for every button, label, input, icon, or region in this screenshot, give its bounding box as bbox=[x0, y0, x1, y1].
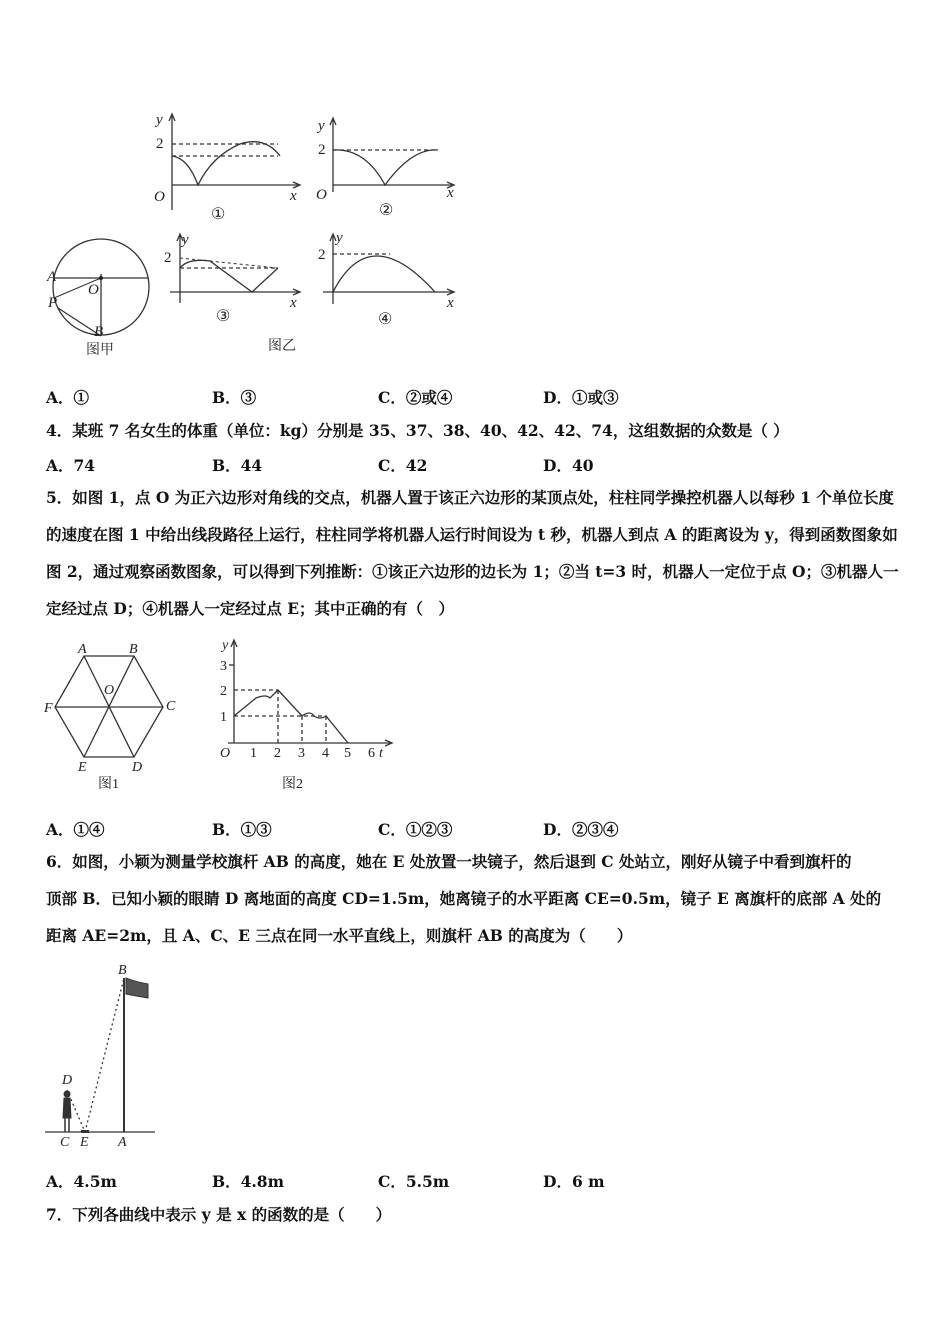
graph-x-tick-3: 3 bbox=[298, 746, 305, 761]
graph-4-x-label: x bbox=[447, 295, 454, 311]
hex-label-b: B bbox=[129, 642, 138, 657]
hex-label-d: D bbox=[132, 760, 143, 775]
graph-y-tick-3: 3 bbox=[220, 659, 227, 674]
q3-option-c[interactable]: C．②或④ bbox=[378, 388, 453, 407]
q6-option-c[interactable]: C．5.5m bbox=[378, 1172, 450, 1191]
q3-option-a[interactable]: A．① bbox=[46, 388, 90, 407]
graph-1-y-label: y bbox=[156, 112, 163, 128]
q3-figure-group bbox=[40, 108, 470, 368]
graph-t-label: t bbox=[379, 746, 383, 761]
graph-x-tick-4: 4 bbox=[322, 746, 329, 761]
circle-label-b: B bbox=[94, 324, 104, 340]
graph-3-tick-2: 2 bbox=[164, 250, 172, 266]
graph-1-x-label: x bbox=[290, 188, 297, 204]
graph-3-y-label: y bbox=[182, 232, 189, 248]
q6-line-3: 距离 AE=2m，且 A、C、E 三点在同一水平直线上，则旗杆 AB 的高度为（ ） bbox=[46, 926, 633, 945]
q6-line-1: 6．如图，小颖为测量学校旗杆 AB 的高度，她在 E 处放置一块镜子，然后退到 C 处站立，刚好从镜子中看到旗杆的 bbox=[46, 852, 852, 871]
q6-flagpole-figure bbox=[40, 960, 170, 1150]
q4-text: 4．某班 7 名女生的体重（单位：kg）分别是 35、37、38、40、42、42、74，这组数据的众数是（ ） bbox=[46, 421, 789, 440]
graph-2-caption: ② bbox=[379, 202, 394, 219]
circle-label-p: P bbox=[48, 295, 58, 311]
q7-text: 7．下列各曲线中表示 y 是 x 的函数的是（ ） bbox=[46, 1205, 392, 1224]
graph-2-y-label: y bbox=[318, 118, 325, 134]
q4-option-d[interactable]: D．40 bbox=[543, 456, 594, 475]
person bbox=[63, 1091, 71, 1132]
graph-x-tick-2: 2 bbox=[274, 746, 281, 761]
graph-x-tick-6: 6 bbox=[368, 746, 375, 761]
hex-label-c: C bbox=[166, 699, 176, 714]
flag-label-c: C bbox=[60, 1135, 70, 1150]
hex-label-f: F bbox=[44, 701, 53, 716]
flag-label-b: B bbox=[118, 963, 127, 978]
hex-label-e: E bbox=[78, 760, 87, 775]
graph-y-tick-1: 1 bbox=[220, 710, 227, 725]
q6-line-2: 顶部 B．已知小颖的眼睛 D 离地面的高度 CD=1.5m，她离镜子的水平距离 CE=0.5m，镜子 E 离旗杆的底部 A 处的 bbox=[46, 889, 882, 908]
circle-center-dot bbox=[99, 276, 103, 280]
flag-label-e: E bbox=[80, 1135, 89, 1150]
q6-option-d[interactable]: D．6 m bbox=[543, 1172, 605, 1191]
flag bbox=[126, 978, 148, 998]
circle-figure bbox=[53, 239, 149, 336]
q6-option-a[interactable]: A．4.5m bbox=[46, 1172, 117, 1191]
q5-text: 5．如图 1，点 O 为正六边形对角线的交点，机器人置于该正六边形的某顶点处，柱柱同学操控机器人以每秒 1 个单位长度的速度在图 1 中给出线段路径上运行，柱柱同学将机器人运行时间设为 t 秒，机器人到点 A 的距离设为 y，得到函数图象如图 2，通过观察函数图象，可以得到下列推断：①该正六边形的边长为 1；②当 t=3 时，机器人一定位于点 O；③机器人一定经过点 D；④机器人一定经过点 E；其中正确的有（ ） bbox=[46, 488, 899, 618]
graph-4-y-label: y bbox=[336, 230, 343, 246]
graph-1-tick-2: 2 bbox=[156, 136, 164, 152]
q5-option-d[interactable]: D．②③④ bbox=[543, 820, 619, 839]
graph-2 bbox=[330, 118, 454, 192]
graph-y-label: y bbox=[222, 638, 229, 653]
graph-1-caption: ① bbox=[211, 206, 226, 223]
circle-caption: 图甲 bbox=[86, 343, 114, 358]
graph-4-tick-2: 2 bbox=[318, 247, 326, 263]
q5-hexagon-figure bbox=[40, 640, 190, 795]
graph-origin: O bbox=[220, 746, 231, 761]
q4-option-b[interactable]: B．44 bbox=[212, 456, 263, 475]
graph-2-x-label: x bbox=[447, 185, 454, 201]
flag-label-a: A bbox=[118, 1135, 127, 1150]
q4-option-c[interactable]: C．42 bbox=[378, 456, 428, 475]
graph-3-caption: ③ bbox=[216, 308, 231, 325]
graph-2-origin: O bbox=[316, 187, 327, 203]
q5-option-b[interactable]: B．①③ bbox=[212, 820, 272, 839]
hex-label-o: O bbox=[104, 683, 115, 698]
graph-4-caption: ④ bbox=[378, 311, 393, 328]
hex-caption: 图1 bbox=[98, 777, 119, 792]
graph-caption: 图2 bbox=[282, 777, 303, 792]
q3-option-b[interactable]: B．③ bbox=[212, 388, 257, 407]
q5-option-c[interactable]: C．①②③ bbox=[378, 820, 453, 839]
graph-3-x-label: x bbox=[290, 295, 297, 311]
graph-1-origin: O bbox=[154, 189, 165, 205]
q6-option-b[interactable]: B．4.8m bbox=[212, 1172, 284, 1191]
graph-group-caption: 图乙 bbox=[268, 339, 296, 354]
circle-label-a: A bbox=[47, 269, 57, 285]
graph-3 bbox=[170, 234, 300, 303]
mirror bbox=[81, 1130, 89, 1133]
graph-y-tick-2: 2 bbox=[220, 684, 227, 699]
graph-2-tick-2: 2 bbox=[318, 142, 326, 158]
flag-label-d: D bbox=[62, 1073, 73, 1088]
hex-label-a: A bbox=[78, 642, 87, 657]
graph-1 bbox=[169, 114, 300, 210]
q4-option-a[interactable]: A．74 bbox=[46, 456, 96, 475]
graph-x-tick-5: 5 bbox=[344, 746, 351, 761]
q3-option-d[interactable]: D．①或③ bbox=[543, 388, 619, 407]
graph-x-tick-1: 1 bbox=[250, 746, 257, 761]
q5-graph-figure bbox=[212, 636, 402, 796]
circle-label-o: O bbox=[88, 282, 99, 298]
q5-option-a[interactable]: A．①④ bbox=[46, 820, 105, 839]
